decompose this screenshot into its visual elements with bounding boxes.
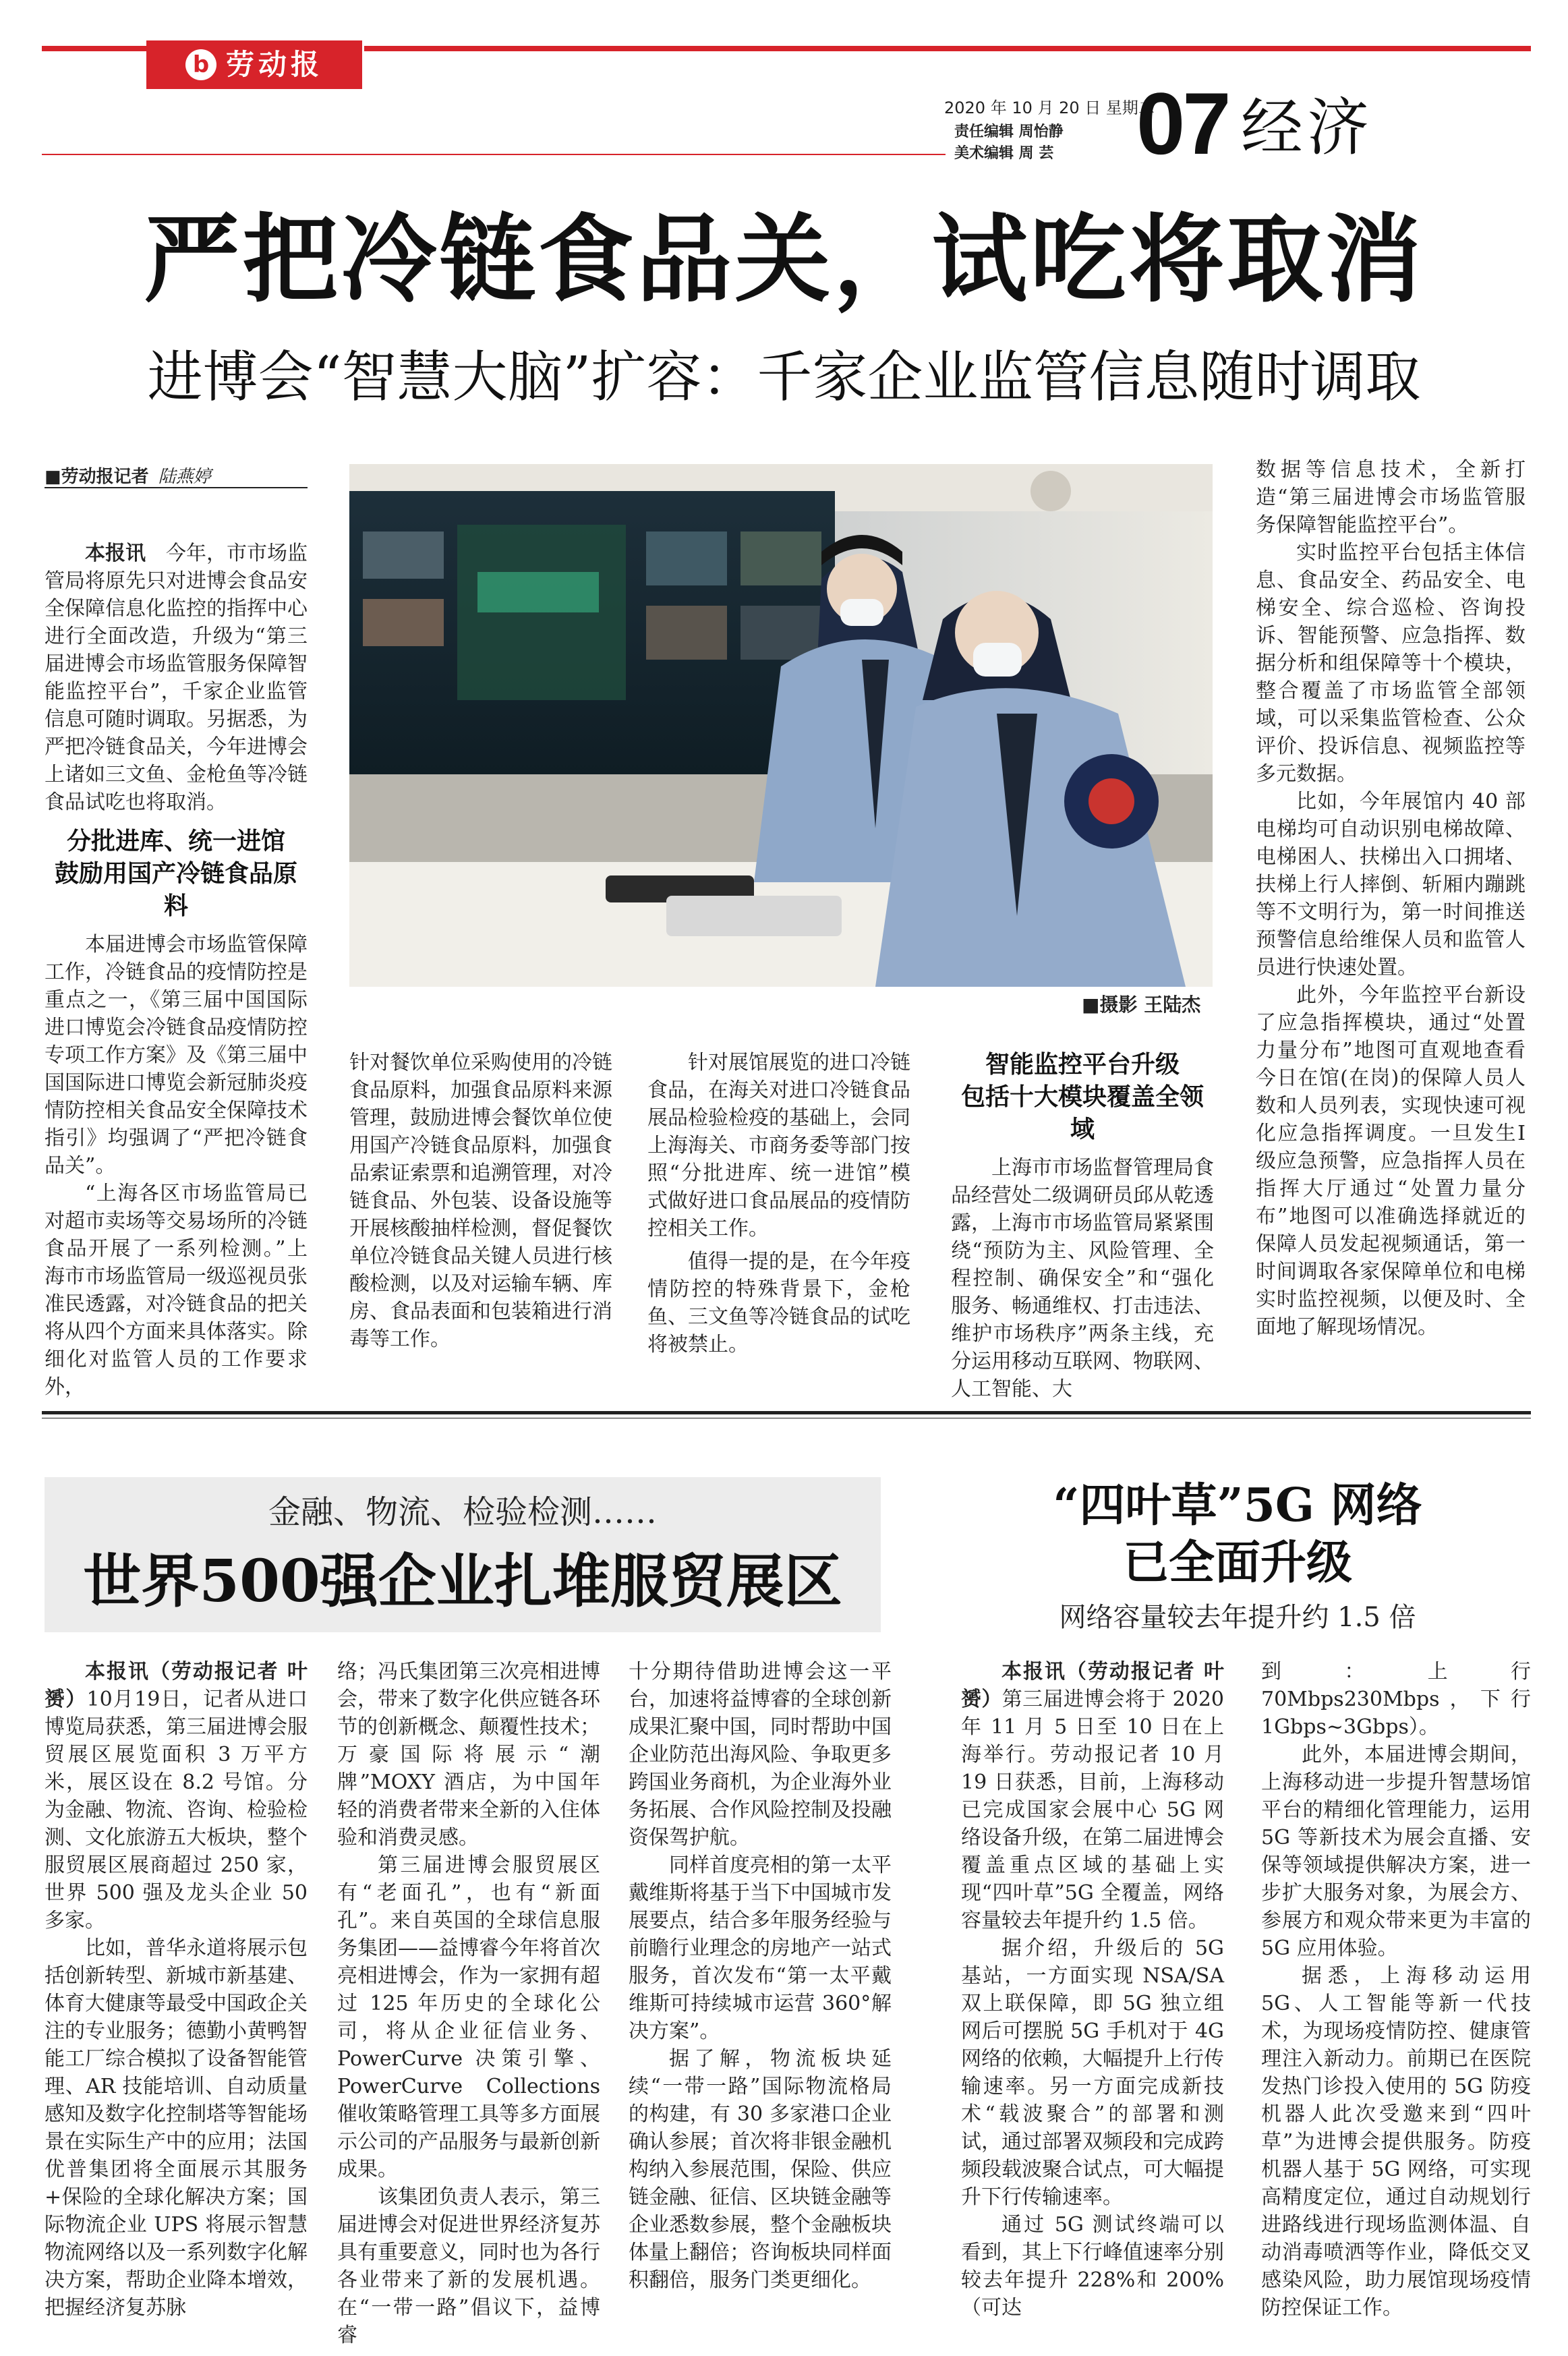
logo-mark-icon: b	[185, 49, 216, 80]
logo-text: 劳动报	[225, 48, 323, 81]
lead-subheadline: 进博会“智慧大脑”扩容：千家企业监管信息随时调取	[147, 345, 1421, 409]
lead-subhead-2: 智能监控平台升级 包括十大模块覆盖全领域	[960, 1051, 1204, 1143]
art-editor-line: 美术编辑 周 芸	[954, 145, 1054, 162]
lead-column-4: 智能监控平台升级 包括十大模块覆盖全领域 上海市市场监督管理局食品经营处二级调研员邱从乾透露，上海市市场监管局紧紧围绕“预防为主、风险管理、全程控制、确保安全”和“强化服务、畅通维权、打击违法、维护市场秩序”两条主线，充分运用移动互联网、物联网、人工智能、大	[951, 1049, 1214, 1403]
story2-column-1: 本报讯（劳动报记者 叶赟）10月19日，记者从进口博览局获悉，第三届进博会服贸展区展览面积 3 万平方米，展区设在 8.2 号馆。分为金融、物流、咨询、检验检测、文化旅游五大板块，整个服贸展区展商超过 250 家，世界 500 强及龙头企业 50 多家。 比如，普华永道将展示包括创新转型、新城市新基建、体育大健康等最受中国政企关注的专业服务；德勤小黄鸭智能工厂综合模拟了设备智能管理、AR 技能培训、自动质量感知及数字化控制塔等智能场景在实际生产中的应用；法国优普集团将全面展示其服务+保险的全球化解决方案；国际物流企业 UPS 将展示智慧物流网络以及一系列数字化解决方案，帮助企业降本增效，把握经济复苏脉	[45, 1660, 308, 2320]
story3-column-1: 本报讯（劳动报记者 叶赟）第三届进博会将于 2020 年 11 月 5 日至 10 日在上海举行。劳动报记者 10 月 19 日获悉，目前，上海移动已完成国家会展中心 5G 网络设备升级，在第二届进博会覆盖重点区域的基础上实现“四叶草”5G 全覆盖，网络容量较去年提升约 1.5 倍。 据介绍，升级后的 5G 基站，一方面实现 NSA/SA 双上联保障，即 5G 独立组网后可摆脱 5G 手机对于 4G 网络的依赖，大幅提升上行传输速率。另一方面完成新技术“载波聚合”的部署和测试，通过部署双频段和完成跨频段载波聚合试点，可大幅提升下行传输速率。 通过 5G 测试终端可以看到，其上下行峰值速率分别较去年提升 228%和 200%（可达	[961, 1660, 1224, 2320]
story2-kicker: 金融、物流、检验检测……	[268, 1493, 657, 1531]
lead-column-5: 数据等信息技术，全新打造“第三届进博会市场监管服务保障智能监控平台”。 实时监控平台包括主体信息、食品安全、药品安全、电梯安全、综合巡检、咨询投诉、智能预警、应急指挥、数据分析和组保障等十个模块，整合覆盖了市场监管全部领域，可以采集监管检查、公众评价、投诉信息、视频监控等多元数据。 比如，今年展馆内 40 部电梯均可自动识别电梯故障、电梯困人、扶梯出入口拥堵、扶梯上行人摔倒、斩厢内蹦跳等不文明行为，第一时间推送预警信息给维保人员和监管人员进行快速处置。 此外，今年监控平台新设了应急指挥模块，通过“处置力量分布”地图可直观地查看今日在馆(在岗)的保障人员人数和人员列表，实现快速可视化应急指挥调度。一旦发生Ⅰ级应急预警，应急指挥人员在指挥大厅通过“处置力量分布”地图可以准确选择就近的保障人员发起视频通话，第一时间调取各家保障单位和电梯实时监控视频，以便及时、全面地了解现场情况。	[1256, 458, 1526, 1339]
lead-byline: ■劳动报记者 陆燕婷	[45, 467, 211, 487]
control-room-illustration	[349, 464, 1213, 987]
editor-line: 责任编辑 周怡静	[954, 123, 1064, 140]
story2-column-3: 十分期待借助进博会这一平台，加速将益博睿的全球创新成果汇聚中国，同时帮助中国企业防范出海风险、争取更多跨国业务商机，为企业海外业务拓展、合作风险控制及投融资保驾护航。 同样首度亮相的第一太平戴维斯将基于当下中国城市发展要点，结合多年服务经验与前瞻行业理念的房地产一站式服务，首次发布“第一太平戴维斯可持续城市运营 360°解决方案”。 据了解，物流板块延续“一带一路”国际物流格局的构建，有 30 多家港口企业确认参展；首次将非银金融机构纳入参展范围，保险、供应链金融、征信、区块链金融等企业悉数参展，整个金融板块体量上翻倍；咨询板块同样面积翻倍，服务门类更细化。	[629, 1660, 892, 2292]
photo-credit: ■摄影 王陆杰	[1082, 994, 1201, 1016]
story3-headline-1: “四叶草”5G 网络	[1053, 1478, 1422, 1532]
story3-deck: 网络容量较去年提升约 1.5 倍	[1059, 1602, 1416, 1633]
lead-column-2: 针对餐饮单位采购使用的冷链食品原料，加强食品原料来源管理，鼓励进博会餐饮单位使用国产冷链食品原料，加强食品索证索票和追溯管理，对冷链食品、外包装、设备设施等开展核酸抽样检测，督促餐饮单位冷链食品关键人员进行核酸检测，以及对运输车辆、库房、食品表面和包装箱进行消毒等工作。	[349, 1051, 612, 1351]
newspaper-logo	[146, 40, 362, 89]
lead-headline: 严把冷链食品关，试吃将取消	[144, 204, 1424, 316]
header-rule	[42, 154, 946, 155]
masthead-rule-right	[364, 46, 1531, 51]
page-number: 07	[1136, 74, 1229, 173]
story3-headline-2: 已全面升级	[1122, 1536, 1352, 1590]
lead-column-1: 本报讯 今年，市市场监管局将原先只对进博会食品安全保障信息化监控的指挥中心进行全面改造，升级为“第三届进博会市场监管服务保障智能监控平台”，千家企业监管信息可随时调取。另据悉，为严把冷链食品关，今年进博会上诸如三文鱼、金枪鱼等冷链食品试吃也将取消。 分批进库、统一进馆 鼓励用国产冷链食品原料 本届进博会市场监管保障工作，冷链食品的疫情防控是重点之一，《第三届中国国际进口博览会冷链食品疫情防控专项工作方案》及《第三届中国国际进口博览会新冠肺炎疫情防控相关食品安全保障技术指引》均强调了“严把冷链食品关”。 “上海各区市场监管局已对超市卖场等交易场所的冷链食品开展了一系列检测。”上海市市场监管局一级巡视员张准民透露，对冷链食品的把关将从四个方面来具体落实。除细化对监管人员的工作要求外，	[45, 542, 308, 1399]
story3-column-2: 到：上行 70Mbps230Mbps，下行 1Gbps~3Gbps）。 此外，本届进博会期间，上海移动进一步提升智慧场馆平台的精细化管理能力，运用 5G 等新技术为展会直播、安保等领域提供解决方案，进一步扩大服务对象，为展会方、参展方和观众带来更为丰富的 5G 应用体验。 据悉，上海移动运用 5G、人工智能等新一代技术，为现场疫情防控、健康管理注入新动力。前期已在医院发热门诊投入使用的 5G 防疫机器人此次受邀来到“四叶草”为进博会提供服务。防疫机器人基于 5G 网络，可实现高精度定位，通过自动规划行进路线进行现场监测体温、自动消毒喷洒等作业，降低交叉感染风险，助力展馆现场疫情防控保证工作。	[1261, 1660, 1531, 2320]
byline-rule	[45, 487, 308, 488]
story2-headline: 世界500强企业扎堆服贸展区	[83, 1547, 842, 1615]
masthead-rule-left	[42, 46, 146, 51]
section-name: 经济	[1241, 92, 1374, 164]
issue-date: 2020 年 10 月 20 日 星期二	[944, 98, 1155, 117]
lead-photo	[349, 464, 1213, 987]
story2-column-2: 络；冯氏集团第三次亮相进博会，带来了数字化供应链各环节的创新概念、颠覆性技术；万豪国际将展示“潮牌”MOXY 酒店，为中国年轻的消费者带来全新的入住体验和消费灵感。 第三届进博会服贸展区有“老面孔”，也有“新面孔”。来自英国的全球信息服务集团——益博睿今年将首次亮相进博会，作为一家拥有超过 125 年历史的全球化公司，将从企业征信业务、PowerCurve 决策引擎、PowerCurve Collections 催收策略管理工具等多方面展示公司的产品服务与最新创新成果。 该集团负责人表示，第三届进博会对促进世界经济复苏具有重要意义，同时也为各行各业带来了新的发展机遇。在“一带一路”倡议下，益博睿	[337, 1660, 600, 2347]
section-divider	[42, 1411, 1531, 1414]
lead-subhead-1: 分批进库、统一进馆 鼓励用国产冷链食品原料	[54, 828, 297, 920]
lead-column-3: 针对展馆展览的进口冷链食品，在海关对进口冷链食品展品检验检疫的基础上，会同上海海关、市商务委等部门按照“分批进库、统一进馆”模式做好进口食品展品的疫情防控相关工作。 值得一提的是，在今年疫情防控的特殊背景下，金枪鱼、三文鱼等冷链食品的试吃将被禁止。	[647, 1051, 910, 1356]
